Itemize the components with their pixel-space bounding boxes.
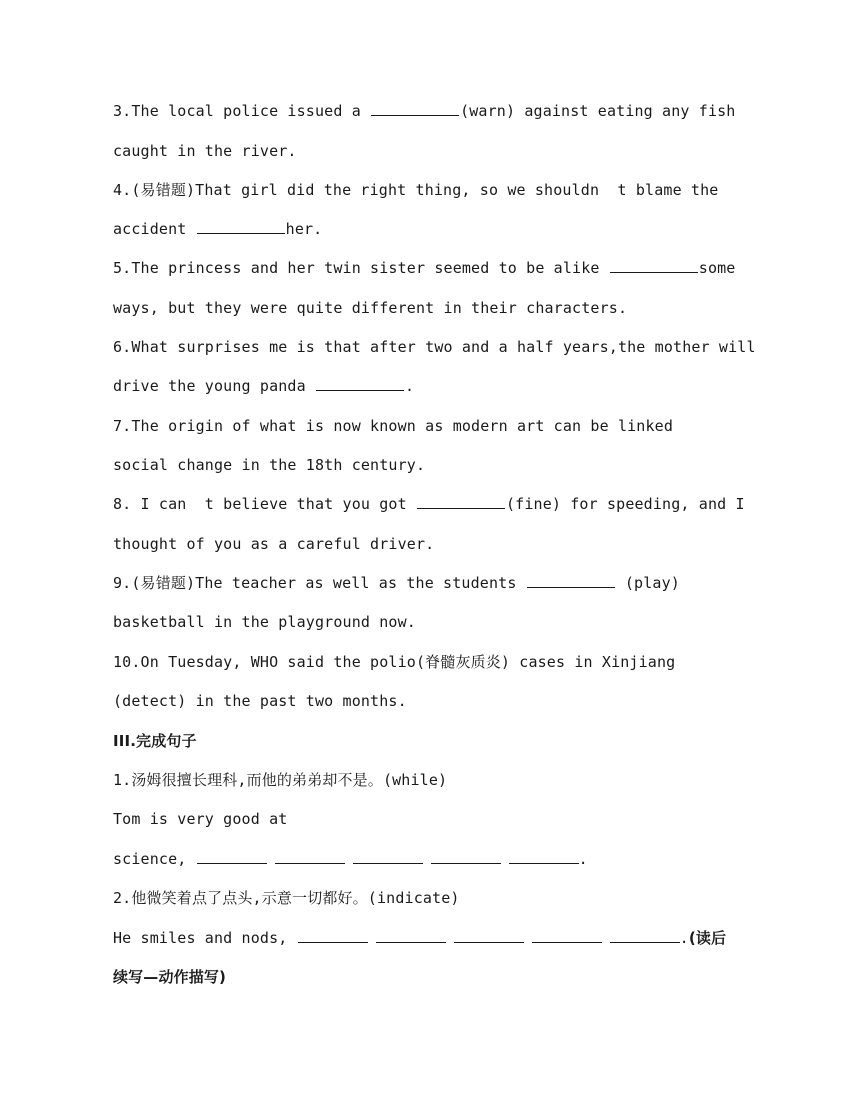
question-7-line-1: 7.The origin of what is now known as modern art can be linked: [113, 417, 674, 435]
question-4-line-1: 4.(易错题)That girl did the right thing, so we shouldn t blame the: [113, 181, 719, 199]
answer-blank[interactable]: [197, 219, 285, 234]
question-3-line-1: 3.The local police issued a (warn) against eating any fish: [113, 102, 736, 120]
answer-blank[interactable]: [197, 849, 267, 864]
answer-blank[interactable]: [316, 376, 404, 391]
answer-blank[interactable]: [527, 573, 615, 588]
answer-blank[interactable]: [454, 928, 524, 943]
sentence-2-line-2: 续写—动作描写): [113, 968, 227, 986]
sentence-1-line-1: Tom is very good at: [113, 810, 288, 828]
answer-blank[interactable]: [376, 928, 446, 943]
answer-blank[interactable]: [371, 101, 459, 116]
question-5-line-1: 5.The princess and her twin sister seemed to be alike some: [113, 259, 736, 277]
answer-blank[interactable]: [298, 928, 368, 943]
sentence-1-line-2: science, .: [113, 850, 588, 868]
question-4-line-2: accident her.: [113, 220, 323, 238]
question-8-line-2: thought of you as a careful driver.: [113, 535, 435, 553]
question-6-line-2: drive the young panda .: [113, 377, 415, 395]
answer-blank[interactable]: [353, 849, 423, 864]
answer-blank[interactable]: [417, 494, 505, 509]
answer-blank[interactable]: [610, 928, 680, 943]
answer-blank[interactable]: [509, 849, 579, 864]
question-10-line-1: 10.On Tuesday, WHO said the polio(脊髓灰质炎) cases in Xinjiang: [113, 653, 676, 671]
question-6-line-1: 6.What surprises me is that after two and a half years,the mother will: [113, 338, 756, 356]
answer-blank[interactable]: [275, 849, 345, 864]
sentence-1-prompt: 1.汤姆很擅长理科,而他的弟弟却不是。(while): [113, 771, 448, 789]
sentence-2-line-1: He smiles and nods, .(读后: [113, 929, 727, 947]
question-7-line-2: social change in the 18th century.: [113, 456, 426, 474]
question-3-line-2: caught in the river.: [113, 142, 297, 160]
answer-blank[interactable]: [532, 928, 602, 943]
answer-blank[interactable]: [610, 258, 698, 273]
question-5-line-2: ways, but they were quite different in their characters.: [113, 299, 628, 317]
answer-blank[interactable]: [431, 849, 501, 864]
question-9-line-1: 9.(易错题)The teacher as well as the students (play): [113, 574, 680, 592]
section-heading: III.完成句子: [113, 732, 197, 750]
question-10-line-2: (detect) in the past two months.: [113, 692, 407, 710]
sentence-2-prompt: 2.他微笑着点了点头,示意一切都好。(indicate): [113, 889, 460, 907]
question-8-line-1: 8. I can t believe that you got (fine) for speeding, and I: [113, 495, 745, 513]
question-9-line-2: basketball in the playground now.: [113, 613, 416, 631]
